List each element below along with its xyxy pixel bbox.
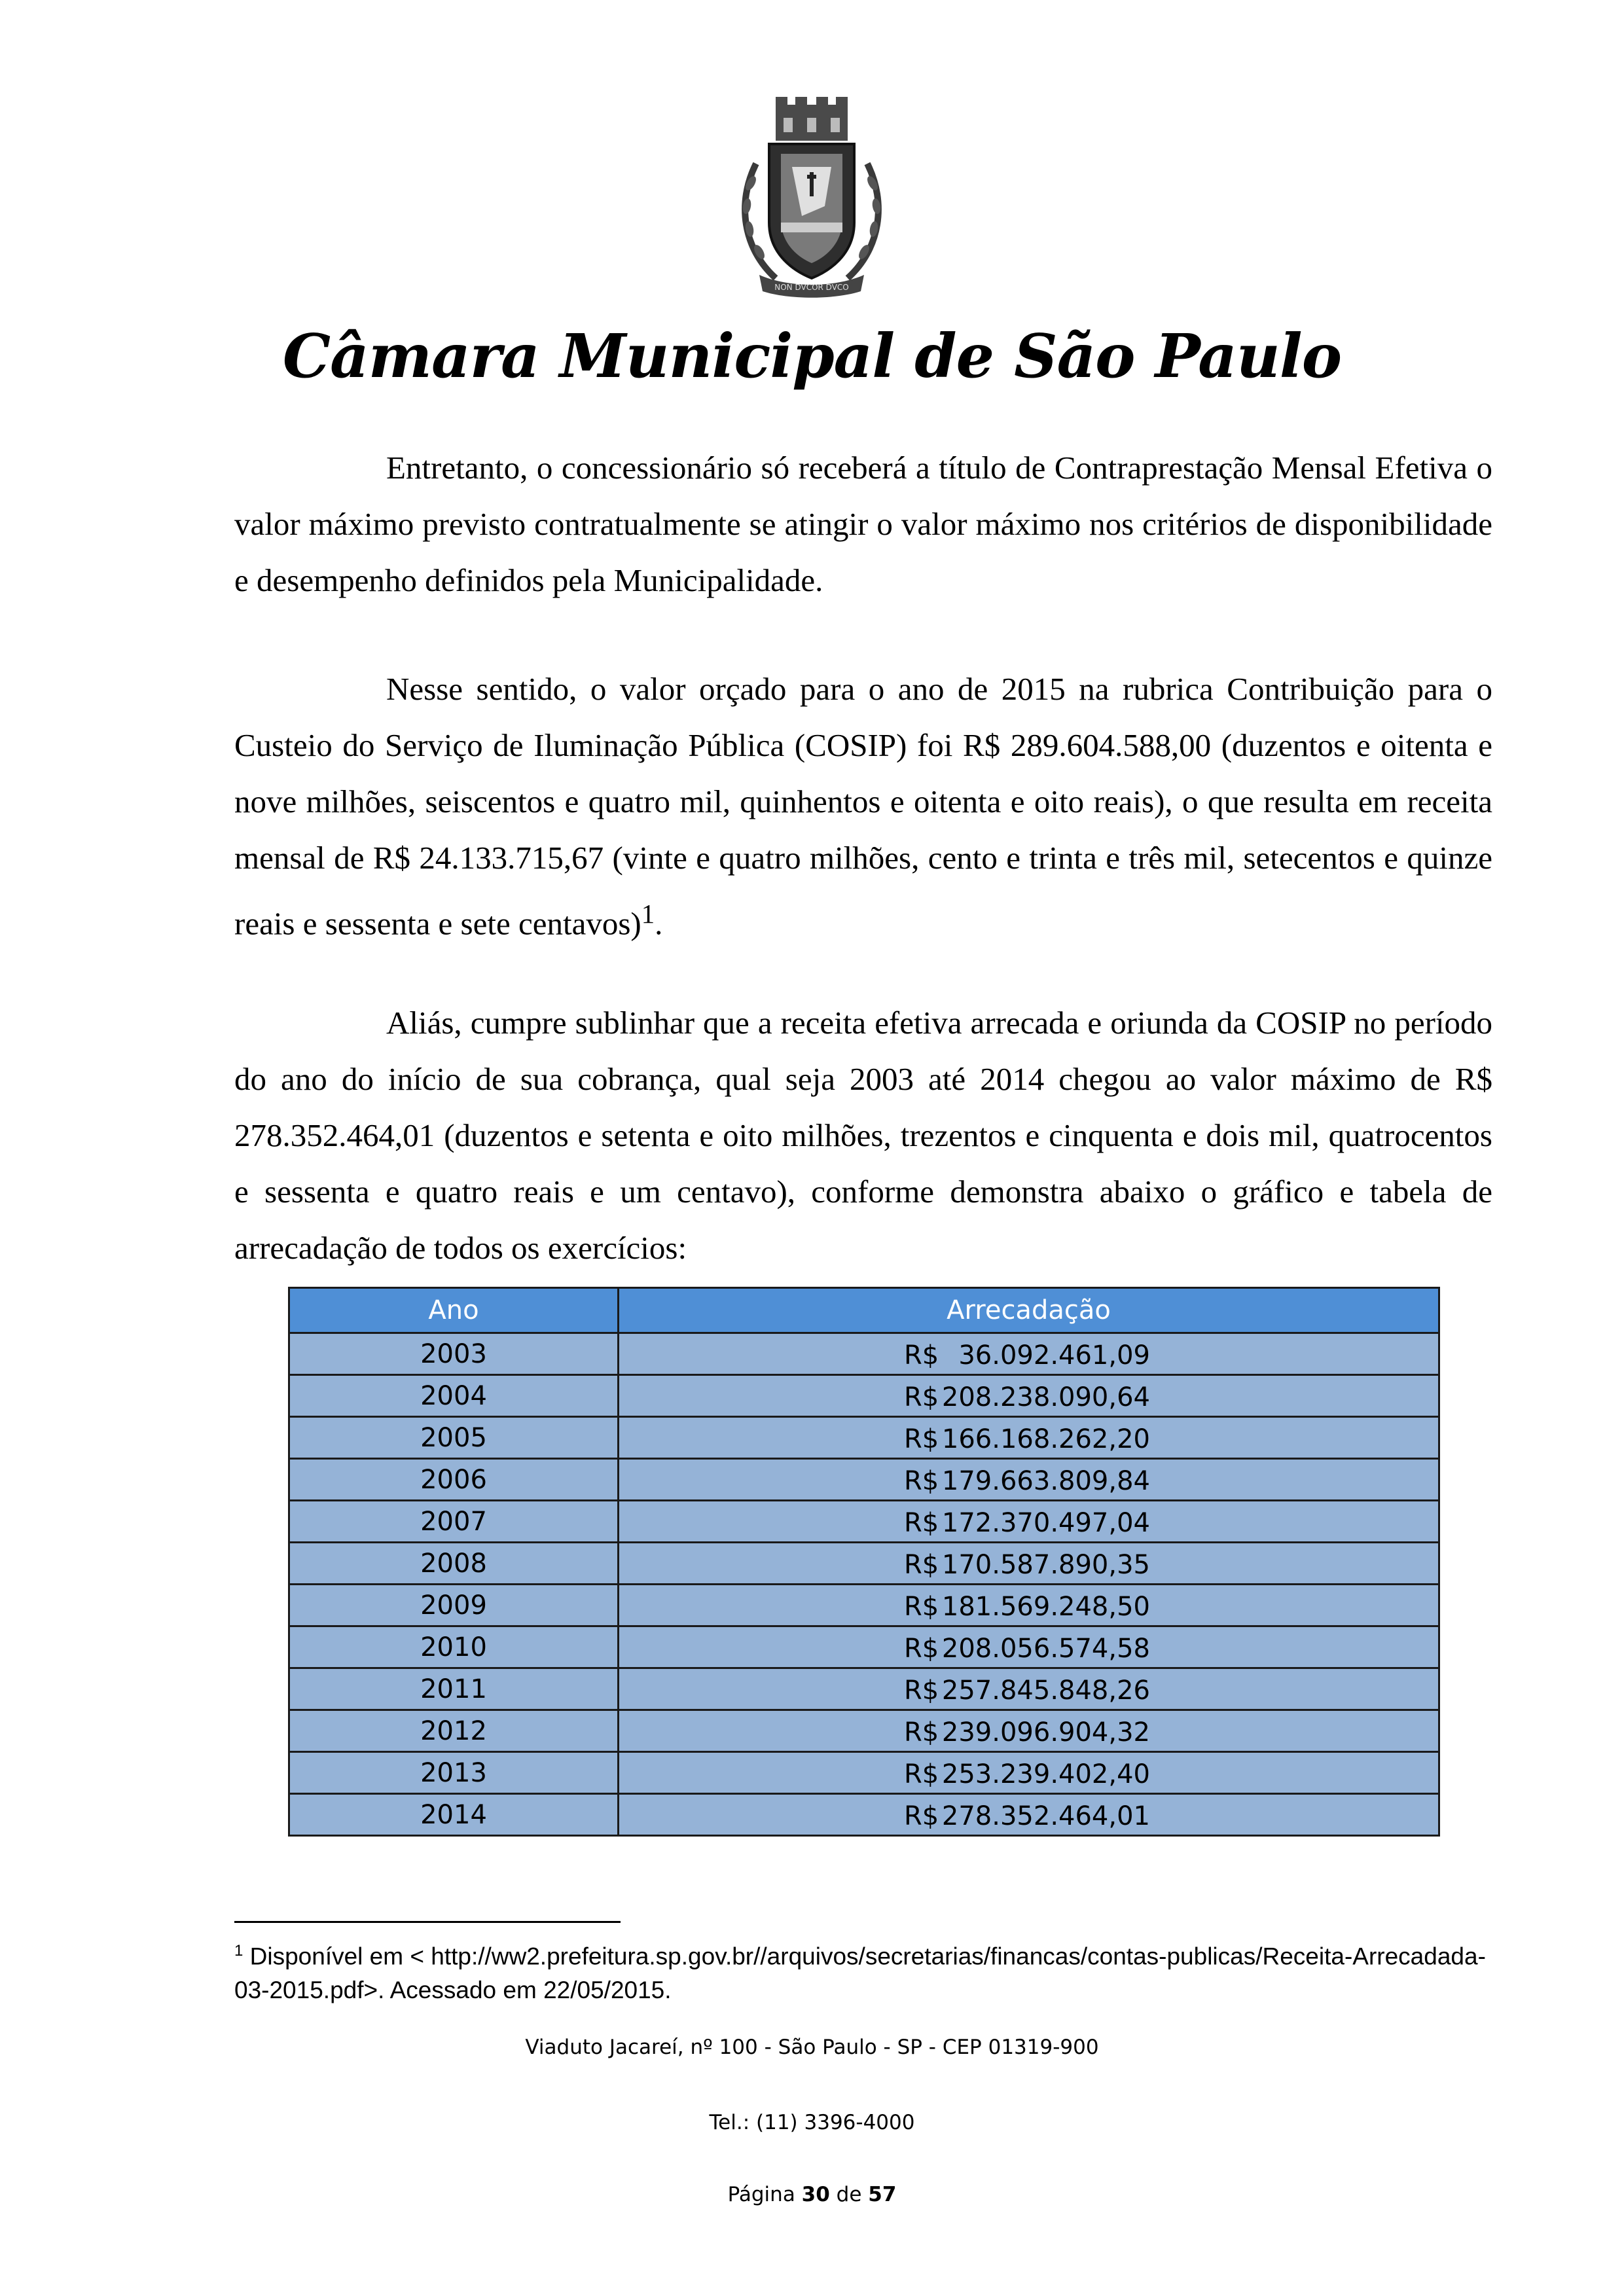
header-year: Ano bbox=[289, 1288, 619, 1333]
table-row bbox=[289, 1375, 1439, 1417]
table-header-row bbox=[289, 1288, 1439, 1333]
row-year: 2014 bbox=[289, 1794, 619, 1836]
table-row bbox=[289, 1752, 1439, 1794]
row-amount-cell bbox=[619, 1333, 1439, 1375]
table-row bbox=[289, 1794, 1439, 1836]
paragraph-2: Nesse sentido, o valor orçado para o ano de 2015 na rubrica Contribuição para o Custeio do Serviço de Iluminação Pública (COSIP) foi R$ 289.604.588,00 (duzentos e oitenta e nove milhões, seiscentos e quatro mil, quinhentos e oitenta e oito reais), o que resulta em receita mensal de R$ 24.133.715,67 (vinte e quatro milhões, cento e trinta e três mil, setecentos e quinze reais e sessenta e sete centavos)$^1$. bbox=[234, 671, 1492, 942]
row-year: 2012 bbox=[289, 1710, 619, 1752]
row-amount: 181.569.248,50 bbox=[941, 1592, 1150, 1622]
currency-symbol: R$ bbox=[904, 1759, 939, 1789]
row-amount-cell bbox=[619, 1668, 1439, 1710]
svg-text:NON DVCOR DVCO: NON DVCOR DVCO bbox=[774, 283, 849, 292]
row-amount-cell bbox=[619, 1459, 1439, 1501]
table-row bbox=[289, 1501, 1439, 1543]
currency-symbol: R$ bbox=[904, 1550, 939, 1580]
paragraph-1-text: Entretanto, o concessionário só receberá a título de Contraprestação Mensal Efetiva o valor máximo previsto contratualmente se atingir o valor máximo nos critérios de disponibilidade e desempenho definidos pela Municipalidade. bbox=[234, 450, 1492, 598]
row-amount-cell bbox=[619, 1501, 1439, 1543]
row-amount-cell bbox=[619, 1710, 1439, 1752]
footnote-divider bbox=[234, 1921, 621, 1923]
row-year: 2007 bbox=[289, 1501, 619, 1543]
currency-symbol: R$ bbox=[904, 1466, 939, 1496]
currency-symbol: R$ bbox=[904, 1424, 939, 1454]
table-row bbox=[289, 1333, 1439, 1375]
table-row bbox=[289, 1710, 1439, 1752]
row-amount: 172.370.497,04 bbox=[941, 1508, 1150, 1538]
page-total: 57 bbox=[868, 2183, 897, 2206]
footer-address: Viaduto Jacareí, nº 100 - São Paulo - SP - CEP 01319-900 bbox=[525, 2036, 1099, 2059]
row-year: 2006 bbox=[289, 1459, 619, 1501]
row-amount: 208.056.574,58 bbox=[941, 1634, 1150, 1664]
page-number bbox=[0, 2183, 1624, 2206]
revenue-table bbox=[288, 1287, 1440, 1837]
row-amount: 239.096.904,32 bbox=[941, 1717, 1150, 1748]
table-row bbox=[289, 1543, 1439, 1585]
paragraph-1 bbox=[234, 440, 1492, 609]
row-amount: 278.352.464,01 bbox=[941, 1801, 1150, 1831]
row-year: 2005 bbox=[289, 1417, 619, 1459]
currency-symbol: R$ bbox=[904, 1676, 939, 1706]
currency-symbol: R$ bbox=[904, 1382, 939, 1412]
row-amount-cell bbox=[619, 1752, 1439, 1794]
page-current: 30 bbox=[801, 2183, 830, 2206]
row-amount-cell bbox=[619, 1543, 1439, 1585]
row-amount: 257.845.848,26 bbox=[941, 1676, 1150, 1706]
row-year: 2010 bbox=[289, 1626, 619, 1668]
header-revenue: Arrecadação bbox=[619, 1288, 1439, 1333]
page-prefix: Página bbox=[727, 2183, 795, 2206]
currency-symbol: R$ bbox=[904, 1634, 939, 1664]
paragraph-3-text: Aliás, cumpre sublinhar que a receita efetiva arrecada e oriunda da COSIP no período do ano do início de sua cobrança, qual seja 2003 até 2014 chegou ao valor máximo de R$ 278.352.464,01 (duzentos e setenta e oito milhões, trezentos e cinquenta e dois mil, quatrocentos e sessenta e quatro reais e um centavo), conforme demonstra abaixo o gráfico e tabela de arrecadação de todos os exercícios: bbox=[234, 1005, 1492, 1266]
footer-phone: Tel.: (11) 3396-4000 bbox=[709, 2111, 915, 2134]
page-sep: de bbox=[836, 2183, 862, 2206]
footnote-number: 1 bbox=[234, 1942, 244, 1960]
currency-symbol: R$ bbox=[904, 1592, 939, 1622]
row-year: 2008 bbox=[289, 1543, 619, 1585]
table-body bbox=[289, 1333, 1439, 1836]
row-amount-cell bbox=[619, 1417, 1439, 1459]
currency-symbol: R$ bbox=[904, 1508, 939, 1538]
row-amount-cell bbox=[619, 1626, 1439, 1668]
row-amount: 166.168.262,20 bbox=[941, 1424, 1150, 1454]
currency-symbol: R$ bbox=[904, 1801, 939, 1831]
currency-symbol: R$ bbox=[904, 1717, 939, 1748]
footnote bbox=[234, 1934, 1492, 2007]
paragraph-2-text: Nesse sentido, o valor orçado para o ano de 2015 na rubrica Contribuição para o Custeio do Serviço de Iluminação Pública (COSIP) foi R$ 289.604.588,00 (duzentos e oitenta e nove milhões, seiscentos e quatro mil, quinhentos e oitenta e oito reais), o que resulta em receita mensal de R$ 24.133.715,67 (vinte e quatro milhões, cento e trinta e três mil, setecentos e quinze reais e sessenta e sete centavos) bbox=[234, 671, 1492, 942]
row-amount-cell bbox=[619, 1585, 1439, 1626]
table-row bbox=[289, 1626, 1439, 1668]
row-amount-cell bbox=[619, 1794, 1439, 1836]
row-amount-cell bbox=[619, 1375, 1439, 1417]
footnote-text: Disponível em < http://ww2.prefeitura.sp.gov.br//arquivos/secretarias/financas/contas-publicas/Receita-Arrecadada-03-2015.pdf>. Acessado em 22/05/2015. bbox=[234, 1943, 1486, 2004]
row-amount: 208.238.090,64 bbox=[941, 1382, 1150, 1412]
row-amount: 179.663.809,84 bbox=[941, 1466, 1150, 1496]
row-year: 2004 bbox=[289, 1375, 619, 1417]
table-row bbox=[289, 1459, 1439, 1501]
currency-symbol: R$ bbox=[904, 1340, 939, 1371]
institution-title: Câmara Municipal de São Paulo bbox=[282, 321, 1342, 391]
table-row bbox=[289, 1668, 1439, 1710]
row-year: 2009 bbox=[289, 1585, 619, 1626]
table-row bbox=[289, 1417, 1439, 1459]
coat-of-arms-icon bbox=[730, 92, 893, 301]
paragraph-3 bbox=[234, 995, 1492, 1276]
row-year: 2011 bbox=[289, 1668, 619, 1710]
row-amount: 170.587.890,35 bbox=[941, 1550, 1150, 1580]
row-amount: 253.239.402,40 bbox=[941, 1759, 1150, 1789]
row-year: 2003 bbox=[289, 1333, 619, 1375]
footnote-reference: 1 bbox=[641, 899, 655, 929]
row-amount: 36.092.461,09 bbox=[958, 1340, 1150, 1371]
row-year: 2013 bbox=[289, 1752, 619, 1794]
table-row bbox=[289, 1585, 1439, 1626]
